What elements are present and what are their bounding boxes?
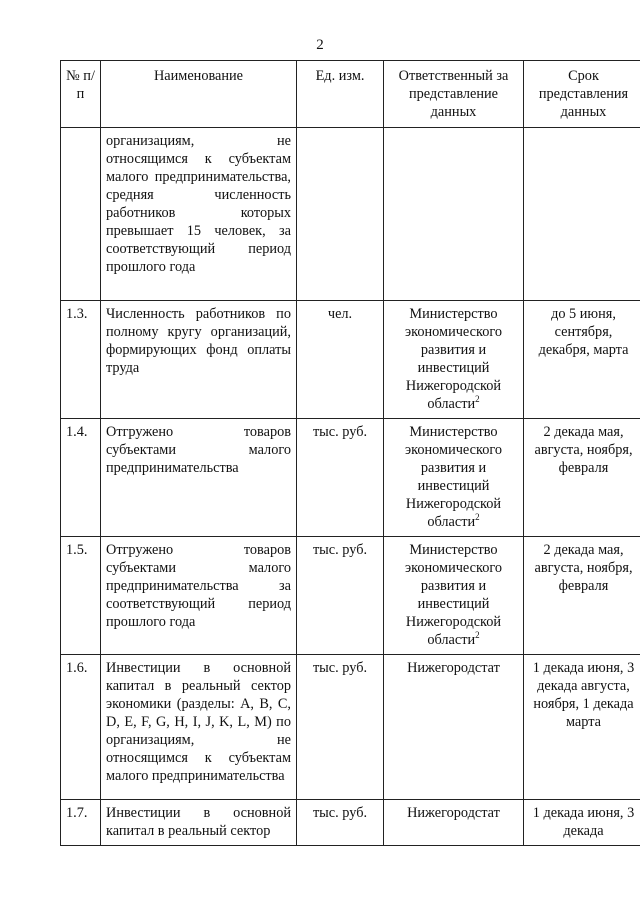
table-row xyxy=(61,419,640,537)
header-unit: Ед. изм. xyxy=(297,61,384,128)
row-responsible xyxy=(384,537,524,655)
footnote-mark: 2 xyxy=(475,394,480,405)
responsible-text: Нижегородстат xyxy=(407,660,500,676)
row-unit: тыс. руб. xyxy=(297,800,384,846)
row-responsible xyxy=(384,301,524,419)
row-responsible xyxy=(384,128,524,301)
header-responsible: Ответственный за представление данных xyxy=(384,61,524,128)
responsible-text: Министерство экономического развития и инвестиций Нижегородской области xyxy=(405,542,502,648)
row-num: 1.7. xyxy=(61,800,101,846)
responsible-text: Нижегородстат xyxy=(407,805,500,821)
row-unit xyxy=(297,128,384,301)
row-term: 1 декада июня, 3 декада августа, ноября, 1 декада марта xyxy=(524,655,640,800)
row-name: Отгружено товаров субъектами малого предпринимательства xyxy=(101,419,297,537)
row-name: организациям, не относящимся к субъектам малого предпринимательства, средняя численность работников которых превышает 15 человек, за соответствующий период прошлого года xyxy=(101,128,297,301)
row-num xyxy=(61,128,101,301)
header-name: Наименование xyxy=(101,61,297,128)
row-unit: тыс. руб. xyxy=(297,655,384,800)
row-term: 2 декада мая, августа, ноября, февраля xyxy=(524,537,640,655)
row-term: 1 декада июня, 3 декада xyxy=(524,800,640,846)
row-name: Численность работников по полному кругу организаций, формирующих фонд оплаты труда xyxy=(101,301,297,419)
indicators-table xyxy=(60,60,640,846)
row-num: 1.4. xyxy=(61,419,101,537)
table-row xyxy=(61,128,640,301)
header-term: Срок представления данных xyxy=(524,61,640,128)
footnote-mark: 2 xyxy=(475,512,480,523)
responsible-text: Министерство экономического развития и инвестиций Нижегородской области xyxy=(405,306,502,412)
table-row xyxy=(61,800,640,846)
row-name: Инвестиции в основной капитал в реальный сектор xyxy=(101,800,297,846)
row-term: 2 декада мая, августа, ноября, февраля xyxy=(524,419,640,537)
row-unit: тыс. руб. xyxy=(297,419,384,537)
footnote-mark: 2 xyxy=(475,630,480,641)
row-responsible xyxy=(384,419,524,537)
page-number: 2 xyxy=(316,37,324,53)
table-header-row xyxy=(61,61,640,128)
row-term: до 5 июня, сентября, декабря, марта xyxy=(524,301,640,419)
table-row xyxy=(61,655,640,800)
row-num: 1.5. xyxy=(61,537,101,655)
row-name: Отгружено товаров субъектами малого предпринимательства за соответствующий период прошлого года xyxy=(101,537,297,655)
row-num: 1.6. xyxy=(61,655,101,800)
row-name: Инвестиции в основной капитал в реальный сектор экономики (разделы: A, B, C, D, E, F, G, H, I, J, K, L, M) по организациям, не относящимся к субъектам малого предпринимательства xyxy=(101,655,297,800)
row-responsible xyxy=(384,800,524,846)
row-num: 1.3. xyxy=(61,301,101,419)
row-unit: чел. xyxy=(297,301,384,419)
responsible-text: Министерство экономического развития и инвестиций Нижегородской области xyxy=(405,424,502,530)
row-term xyxy=(524,128,640,301)
table-row xyxy=(61,537,640,655)
table-row xyxy=(61,301,640,419)
header-num: № п/п xyxy=(61,61,101,128)
row-unit: тыс. руб. xyxy=(297,537,384,655)
row-responsible xyxy=(384,655,524,800)
